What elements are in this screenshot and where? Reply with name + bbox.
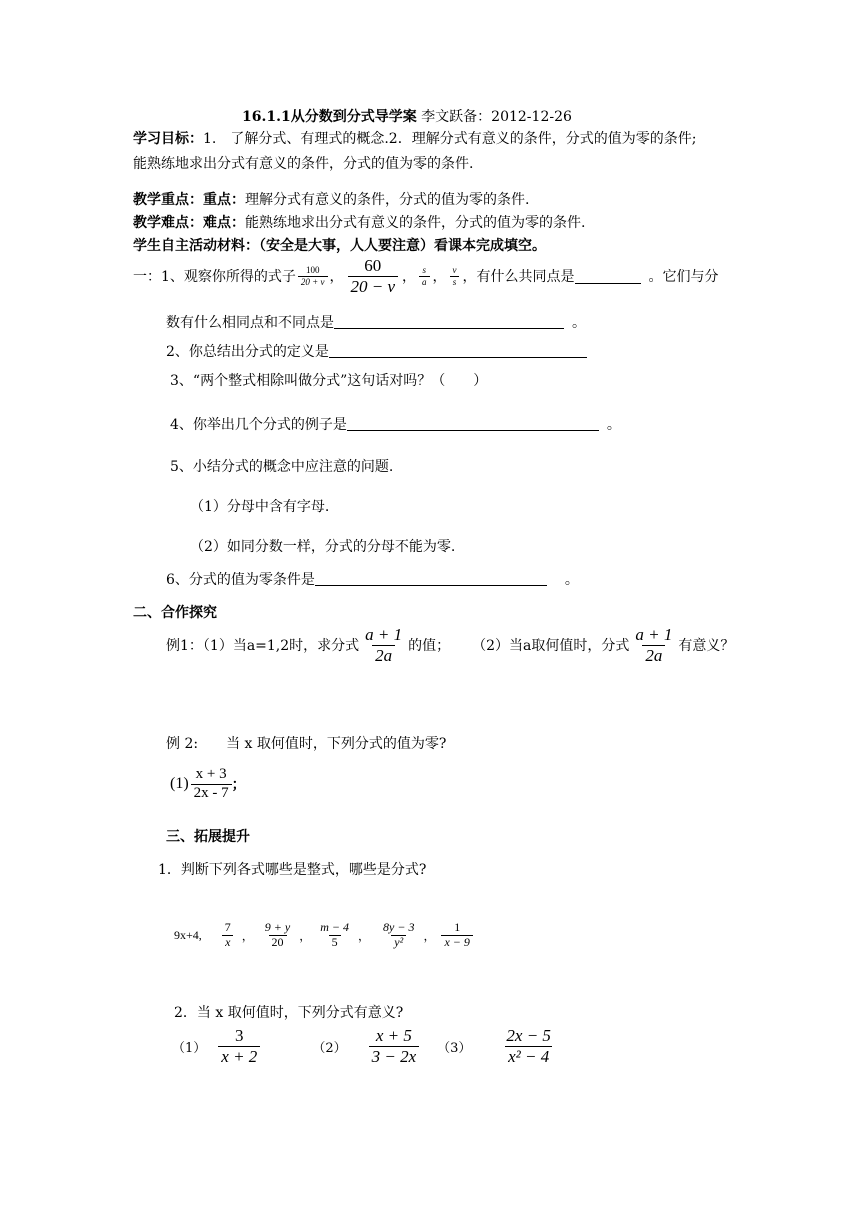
fraction-numerator: x + 5: [375, 1025, 412, 1045]
fraction-m-minus-4-over-5: [317, 921, 352, 950]
q1-line2-text: 数有什么相同点和不同点是: [166, 315, 334, 331]
fraction-100-over-20-plus-v: [298, 265, 328, 287]
fraction-denominator: 20: [269, 935, 287, 950]
fraction-numerator: 1: [454, 919, 461, 934]
part1-q1: 一：1、观察你所得的式子 $\frac{100}{20 + v}$ ， $\frac{60}{20 - v}$ ， $\frac{s}{a}$ ， $\frac{v}{s}$ ，有什么共同点是 。它们与分: [133, 255, 719, 296]
answer-blank[interactable]: [334, 314, 564, 329]
difficulty-label: 教学难点：难点：: [133, 215, 245, 231]
part3-q2: 2．当 x 取何值时，下列分式有意义?: [174, 1005, 404, 1021]
fraction-denominator: 2x - 7: [191, 784, 232, 802]
fraction-x-plus-3-over-2x-minus-7: [191, 766, 232, 802]
part2-heading: 二、合作探究: [133, 605, 217, 621]
item-label-3: （3）: [437, 1040, 472, 1056]
ex1-text-b: 的值；: [408, 638, 451, 654]
fraction-3-over-x-plus-2: [218, 1026, 260, 1066]
fraction-numerator: 100: [305, 265, 320, 276]
fraction-numerator: 9 + y: [264, 919, 291, 934]
key-point-text: 理解分式有意义的条件，分式的值为零的条件.: [245, 192, 530, 208]
title-text: 16.1.1从分数到分式导学案: [242, 109, 417, 125]
fraction-numerator: v: [452, 265, 457, 276]
fraction-1-over-x-minus-9: [441, 921, 472, 950]
fraction-numerator: 60: [364, 255, 382, 275]
fraction-7-over-x: [222, 921, 234, 950]
difficulty-text: 能熟练地求出分式有意义的条件，分式的值为零的条件.: [245, 215, 586, 231]
part1-q5-item2: （2）如同分数一样，分式的分母不能为零.: [190, 539, 456, 555]
fraction-denominator: x − 9: [441, 935, 472, 950]
fraction-v-over-s: [450, 265, 460, 287]
item-label-2: （2）: [312, 1040, 347, 1056]
fraction-numerator: s: [422, 265, 427, 276]
fraction-denominator: y²: [391, 935, 406, 950]
part1-q2: [166, 341, 587, 361]
part1-q5: 5、小结分式的概念中应注意的问题.: [170, 459, 394, 475]
fraction-denominator: 2a: [372, 645, 395, 666]
fraction-numerator: 8y − 3: [383, 919, 415, 934]
example-2: 例 2: 当 x 取何值时，下列分式的值为零?: [166, 736, 447, 752]
fraction-a-plus-1-over-2a: [632, 625, 675, 665]
author-date: 李文跃备：2012-12-26: [421, 109, 572, 125]
fraction-8y-minus-3-over-y-squared: [380, 921, 417, 950]
example-2-item-1: [170, 762, 246, 806]
key-point: [133, 189, 529, 209]
q1-prefix: 一：1、观察你所得的式子: [133, 269, 296, 285]
fraction-numerator: a + 1: [365, 624, 403, 644]
fraction-numerator: a + 1: [635, 624, 673, 644]
fraction-numerator: 2x − 5: [506, 1025, 551, 1045]
fraction-denominator: 2a: [642, 645, 665, 666]
period: 。: [564, 572, 579, 588]
answer-blank[interactable]: [315, 571, 547, 586]
ex1-text-c: （2）当a取何值时，分式: [472, 638, 630, 654]
fraction-denominator: 20 − v: [348, 276, 399, 297]
part1-q3: 3、“两个整式相除叫做分式”这句话对吗？（ ）: [170, 373, 488, 389]
fraction-9-plus-y-over-20: [262, 921, 293, 950]
example-1: [166, 622, 734, 668]
difficulty: [133, 212, 585, 232]
part3-q1-expressions: 9x+4, $\frac{7}{x}$ ， $\frac{9 + y}{20}$ ， $\frac{m - 4}{5}$ ， $\frac{8y - 3}{\text{y²}}$ ， $\frac{1}{x - 9}$: [174, 914, 473, 956]
part3-q1: 1．判断下列各式哪些是整式，哪些是分式?: [158, 862, 427, 878]
fraction-denominator: 20 + v: [298, 276, 328, 287]
part1-q6: [166, 569, 579, 589]
ex1-text-d: 有意义？: [678, 638, 735, 654]
period: 。: [572, 315, 586, 331]
learning-goals: [133, 128, 696, 148]
fraction-denominator: x: [222, 935, 233, 950]
item-label: (1): [170, 775, 189, 792]
part1-q4: [170, 414, 621, 434]
fraction-2x-minus-5-over-x-squared-minus-4: [503, 1026, 554, 1066]
q4-text: 4、你举出几个分式的例子是: [170, 417, 347, 433]
fraction-60-over-20-minus-v: [348, 256, 399, 296]
goals-label: 学习目标：: [133, 131, 203, 147]
answer-blank[interactable]: [347, 416, 599, 431]
part3-heading: 三、拓展提升: [166, 829, 250, 845]
part1-q5-item1: （1）分母中含有字母.: [190, 499, 330, 515]
fraction-numerator: 7: [224, 919, 231, 934]
part3-q2-expressions: [172, 1021, 554, 1071]
fraction-s-over-a: [419, 265, 430, 287]
fraction-a-plus-1-over-2a: [362, 625, 405, 665]
q1-mid: ，有什么共同点是: [462, 269, 575, 285]
ex1-text-a: 例1：（1）当a=1,2时，求分式: [166, 638, 360, 654]
fraction-numerator: x + 3: [195, 766, 227, 783]
fraction-denominator: a: [419, 276, 430, 287]
semicolon: ；: [231, 778, 246, 793]
q1-end: 。它们与分: [648, 269, 719, 285]
goals-line2: 能熟练地求出分式有意义的条件，分式的值为零的条件.: [133, 156, 474, 172]
fraction-x-plus-5-over-3-minus-2x: [369, 1026, 420, 1066]
fraction-numerator: 3: [235, 1025, 244, 1045]
activity-material: 学生自主活动材料：（安全是大事，人人要注意）看课本完成填空。: [133, 238, 546, 254]
goals-line1: 1. 了解分式、有理式的概念.2．理解分式有意义的条件，分式的值为零的条件;: [203, 131, 697, 147]
part1-q1-line2: [166, 312, 586, 332]
fraction-denominator: s: [450, 276, 460, 287]
item-label-1: （1）: [172, 1040, 207, 1056]
fraction-denominator: 5: [329, 935, 341, 950]
fraction-numerator: m − 4: [320, 919, 350, 934]
page-title: [242, 106, 572, 126]
answer-blank[interactable]: [329, 343, 587, 358]
q2-text: 2、你总结出分式的定义是: [166, 344, 329, 360]
fraction-denominator: 3 − 2x: [369, 1046, 420, 1067]
expression-9x-plus-4: 9x+4,: [174, 927, 202, 942]
key-point-label: 教学重点：重点：: [133, 192, 245, 208]
q6-text: 6、分式的值为零条件是: [166, 572, 315, 588]
answer-blank[interactable]: [575, 269, 641, 284]
fraction-denominator: x + 2: [218, 1046, 260, 1067]
period: 。: [606, 417, 621, 433]
fraction-denominator: x² − 4: [505, 1046, 552, 1067]
